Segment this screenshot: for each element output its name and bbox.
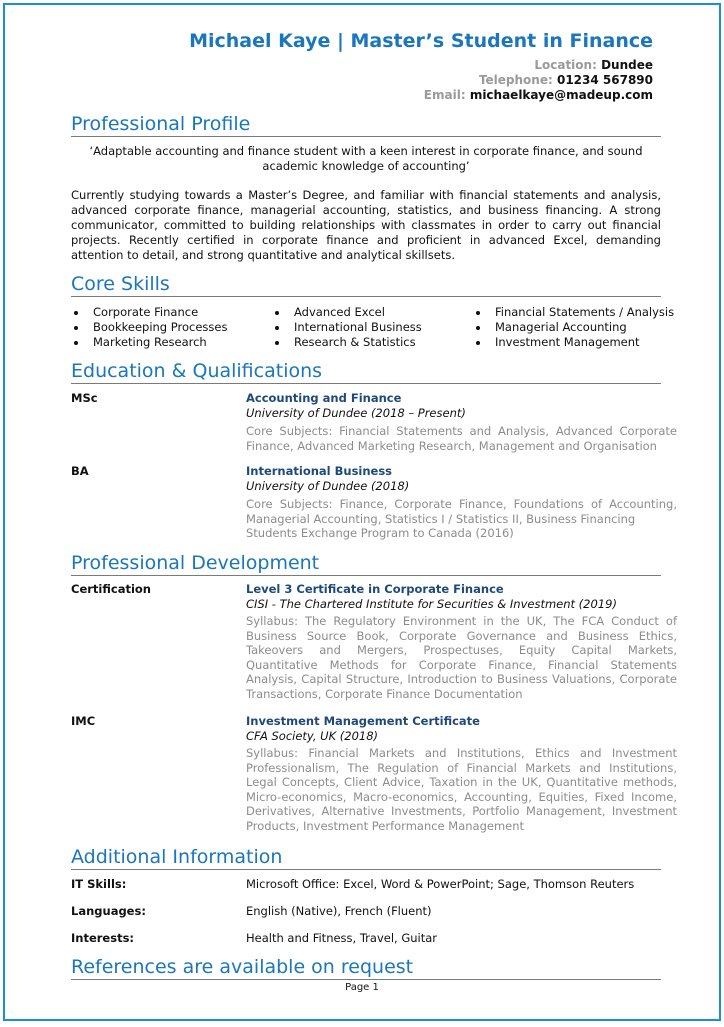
- skill-item: Investment Management: [473, 335, 674, 350]
- additional-label: Languages:: [71, 904, 146, 918]
- development-entry: [246, 714, 677, 834]
- development-label: IMC: [71, 714, 96, 728]
- skill-item: Financial Statements / Analysis: [473, 305, 674, 320]
- page-number: Page 1: [345, 982, 379, 993]
- education-entry: [246, 464, 677, 541]
- education-label: MSc: [71, 391, 98, 405]
- additional-value: Health and Fitness, Travel, Guitar: [246, 931, 438, 945]
- skill-item: Managerial Accounting: [473, 320, 674, 335]
- additional-heading: Additional Information: [71, 846, 661, 870]
- location-label: Location:: [534, 58, 597, 72]
- skill-item: International Business: [272, 320, 422, 335]
- profile-heading: Professional Profile: [71, 113, 661, 137]
- telephone-label: Telephone:: [478, 73, 553, 87]
- entry-description: Core Subjects: Financial Statements and Analysis, Advanced Corporate Finance, Advanced Marketing Research, Management and Organisation: [246, 424, 677, 453]
- entry-subtitle: University of Dundee (2018): [246, 479, 410, 493]
- entry-title: International Business: [246, 464, 393, 478]
- entry-subtitle: University of Dundee (2018 – Present): [246, 406, 466, 420]
- skill-item: Marketing Research: [71, 335, 227, 350]
- resume-page: [3, 3, 721, 1021]
- development-heading: Professional Development: [71, 552, 661, 576]
- skills-heading: Core Skills: [71, 273, 661, 297]
- entry-extra: Students Exchange Program to Canada (2016): [246, 526, 514, 541]
- email-label: Email:: [423, 88, 466, 102]
- additional-label: Interests:: [71, 931, 135, 945]
- entry-subtitle: CISI - The Chartered Institute for Securities & Investment (2019): [246, 597, 617, 611]
- development-label: Certification: [71, 582, 151, 596]
- skill-item: Advanced Excel: [272, 305, 422, 320]
- location-line: [534, 58, 653, 72]
- entry-title: Level 3 Certificate in Corporate Finance: [246, 582, 504, 596]
- entry-description: Core Subjects: Finance, Corporate Finance, Foundations of Accounting, Managerial Accounting, Statistics I / Statistics II, Business Financing: [246, 497, 677, 526]
- skill-item: Corporate Finance: [71, 305, 227, 320]
- skill-item: Bookkeeping Processes: [71, 320, 227, 335]
- education-entry: [246, 391, 677, 453]
- telephone-value: 01234 567890: [556, 73, 653, 87]
- development-entry: [246, 582, 677, 702]
- entry-subtitle: CFA Society, UK (2018): [246, 729, 379, 743]
- telephone-line: [479, 73, 653, 87]
- entry-description: Syllabus: Financial Markets and Institutions, Ethics and Investment Professionalism, The Regulation of Financial Markets and Institutions, Legal Concepts, Client Advice, Taxation in the UK, Quantitative methods, Micro-economics, Macro-economics, Accounting, Equities, Fixed Income, Derivatives, Alternative Investments, Portfolio Management, Investment Products, Investment Performance Management: [246, 746, 677, 833]
- profile-quote: ‘Adaptable accounting and finance student with a keen interest in corporate finance, and sound academic knowledge of accounting’: [89, 144, 643, 173]
- profile-summary: Currently studying towards a Master’s Degree, and familiar with financial statements and analysis, advanced corporate finance, managerial accounting, statistics, and business financing. A strong communicator, committed to building relationships with classmates in order to carry out financial projects. Recently certified in corporate finance and proficient in advanced Excel, demanding attention to detail, and strong quantitative and analytical skillsets.: [71, 188, 661, 262]
- skills-column: [71, 305, 227, 350]
- additional-label: IT Skills:: [71, 877, 127, 891]
- location-value: Dundee: [601, 58, 653, 72]
- email-line: [424, 88, 653, 102]
- entry-description: Syllabus: The Regulatory Environment in the UK, The FCA Conduct of Business Source Book, Corporate Governance and Business Ethics, Takeovers and Mergers, Prospectuses, Equity Capital Markets, Quantitative Methods for Corporate Finance, Financial Statements Analysis, Capital Structure, Introduction to Business Valuations, Corporate Transactions, Corporate Finance Documentation: [246, 614, 677, 701]
- references-heading: References are available on request: [71, 956, 661, 980]
- skills-column: [272, 305, 422, 350]
- entry-title: Accounting and Finance: [246, 391, 402, 405]
- skill-item: Research & Statistics: [272, 335, 422, 350]
- candidate-name: Michael Kaye | Master’s Student in Finance: [189, 30, 653, 52]
- additional-value: English (Native), French (Fluent): [246, 904, 432, 918]
- education-heading: Education & Qualifications: [71, 360, 661, 384]
- entry-title: Investment Management Certificate: [246, 714, 480, 728]
- education-label: BA: [71, 464, 89, 478]
- additional-value: Microsoft Office: Excel, Word & PowerPoint; Sage, Thomson Reuters: [246, 877, 635, 891]
- email-value: michaelkaye@madeup.com: [469, 88, 653, 102]
- skills-column: [473, 305, 674, 350]
